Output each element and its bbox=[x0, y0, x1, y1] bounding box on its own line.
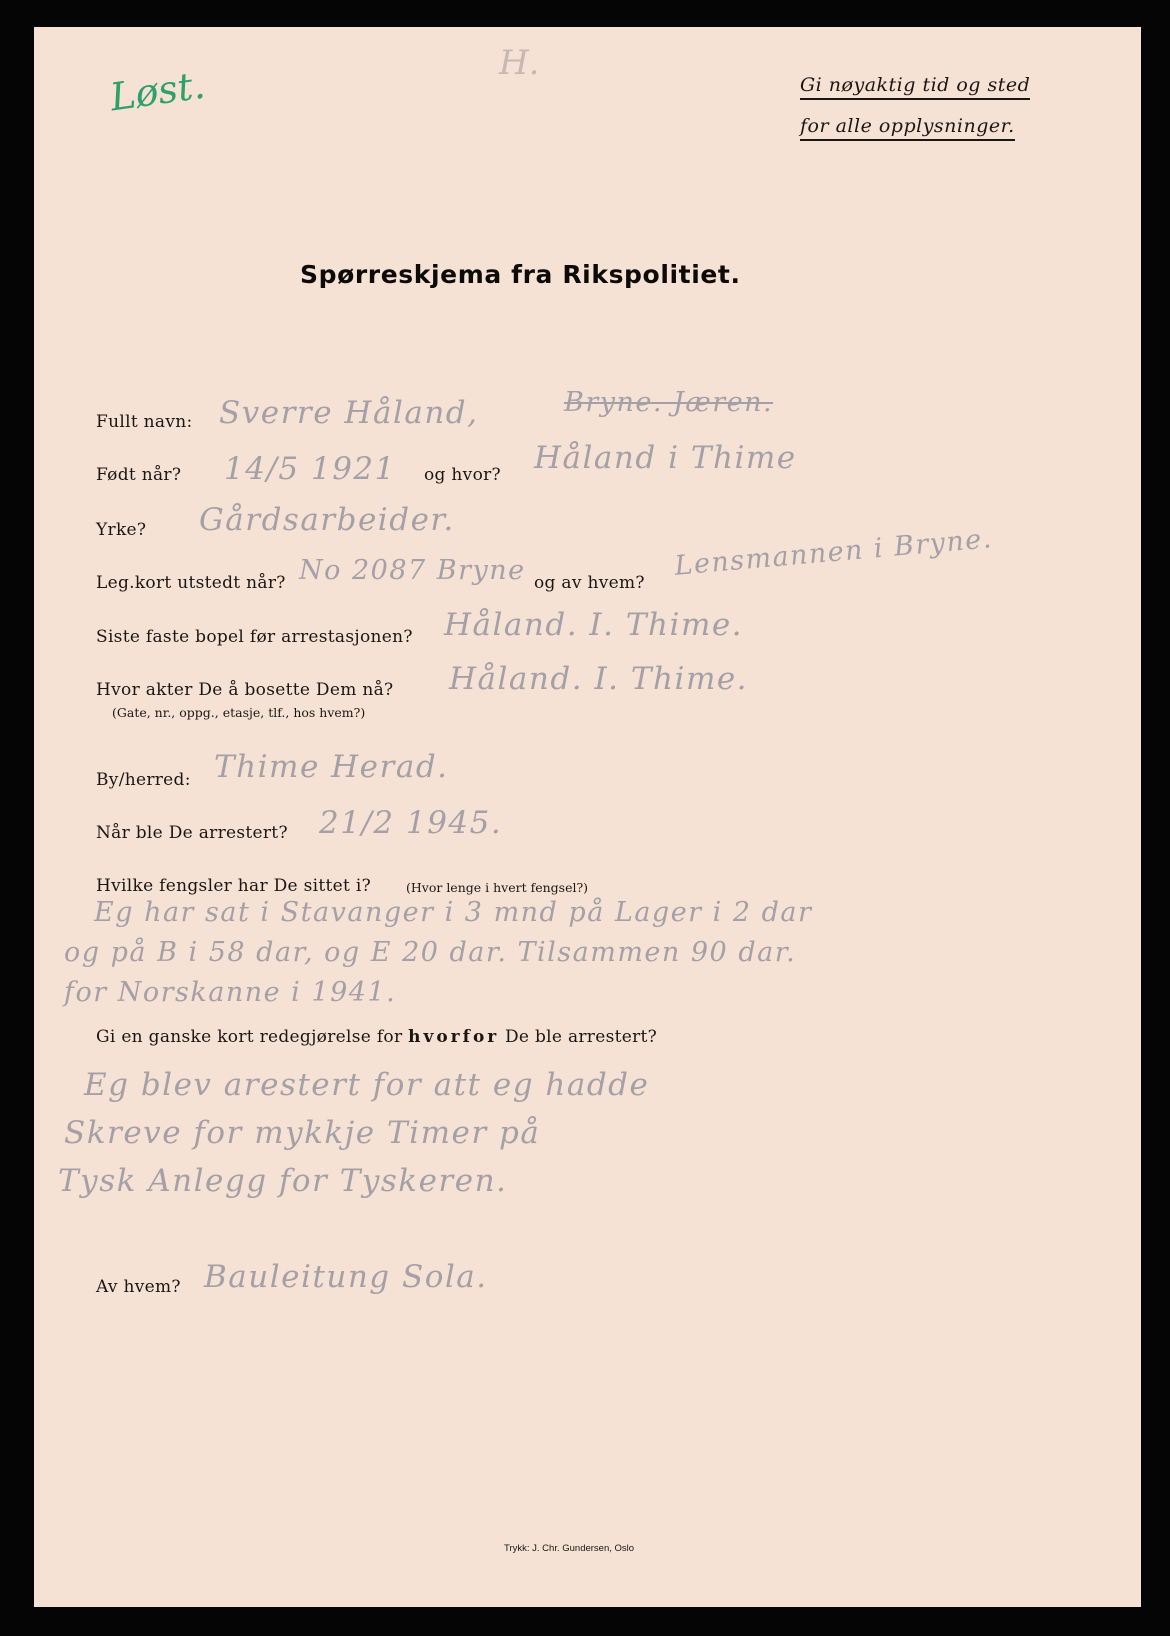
notice-line-2: for alle opplysninger. bbox=[800, 115, 1015, 141]
id-card-by-value: Lensmannen i Bryne. bbox=[673, 523, 995, 582]
notice-line-1: Gi nøyaktig tid og sted bbox=[800, 74, 1030, 100]
id-card-value: No 2087 Bryne bbox=[299, 555, 526, 586]
full-name-value: Sverre Håland, bbox=[219, 395, 479, 431]
born-date-value: 14/5 1921 bbox=[224, 451, 396, 487]
by-whom-value: Bauleitung Sola. bbox=[204, 1259, 488, 1295]
reason-label-end: De ble arrestert? bbox=[504, 1027, 658, 1047]
settle-value: Håland. I. Thime. bbox=[449, 661, 749, 697]
occupation-label: Yrke? bbox=[96, 520, 147, 540]
settle-label: Hvor akter De å bosette Dem nå? bbox=[96, 680, 394, 700]
municipality-value: Thime Herad. bbox=[214, 749, 449, 785]
prisons-line-1: Eg har sat i Stavanger i 3 mnd på Lager i 2 dar bbox=[94, 897, 813, 928]
full-name-struck: Bryne. Jæren. bbox=[564, 387, 774, 418]
municipality-label: By/herred: bbox=[96, 770, 191, 790]
last-address-label: Siste faste bopel før arrestasjonen? bbox=[96, 627, 413, 647]
form-sheet bbox=[34, 27, 1141, 1607]
reason-line-2: Skreve for mykkje Timer på bbox=[64, 1115, 541, 1151]
reason-line-3: Tysk Anlegg for Tyskeren. bbox=[58, 1163, 508, 1199]
reason-label bbox=[96, 1027, 657, 1047]
reason-label-emph: hvorfor bbox=[408, 1027, 500, 1047]
by-whom-label: Av hvem? bbox=[96, 1277, 181, 1297]
prisons-label: Hvilke fengsler har De sittet i? bbox=[96, 876, 371, 896]
arrested-value: 21/2 1945. bbox=[319, 805, 503, 841]
green-annotation: Løst. bbox=[107, 62, 208, 120]
arrested-label: Når ble De arrestert? bbox=[96, 823, 288, 843]
id-card-label: Leg.kort utstedt når? bbox=[96, 573, 286, 593]
born-where-label: og hvor? bbox=[424, 465, 501, 485]
id-card-by-label: og av hvem? bbox=[534, 573, 645, 593]
full-name-label: Fullt navn: bbox=[96, 412, 193, 432]
born-label: Født når? bbox=[96, 465, 182, 485]
prisons-sublabel: (Hvor lenge i hvert fengsel?) bbox=[406, 880, 589, 895]
settle-sublabel: (Gate, nr., oppg., etasje, tlf., hos hvem?) bbox=[112, 705, 366, 720]
born-where-value: Håland i Thime bbox=[534, 440, 797, 476]
occupation-value: Gårdsarbeider. bbox=[199, 502, 455, 538]
pencil-mark: H. bbox=[499, 43, 540, 83]
reason-label-start: Gi en ganske kort redegjørelse for bbox=[96, 1027, 403, 1047]
page-title: Spørreskjema fra Rikspolitiet. bbox=[300, 260, 741, 289]
prisons-line-2: og på B i 58 dar, og E 20 dar. Tilsammen 90 dar. bbox=[64, 937, 797, 968]
printer-credit: Trykk: J. Chr. Gundersen, Oslo bbox=[504, 1543, 635, 1554]
last-address-value: Håland. I. Thime. bbox=[444, 607, 744, 643]
prisons-line-3: for Norskanne i 1941. bbox=[64, 977, 397, 1008]
reason-line-1: Eg blev arestert for att eg hadde bbox=[84, 1067, 650, 1103]
